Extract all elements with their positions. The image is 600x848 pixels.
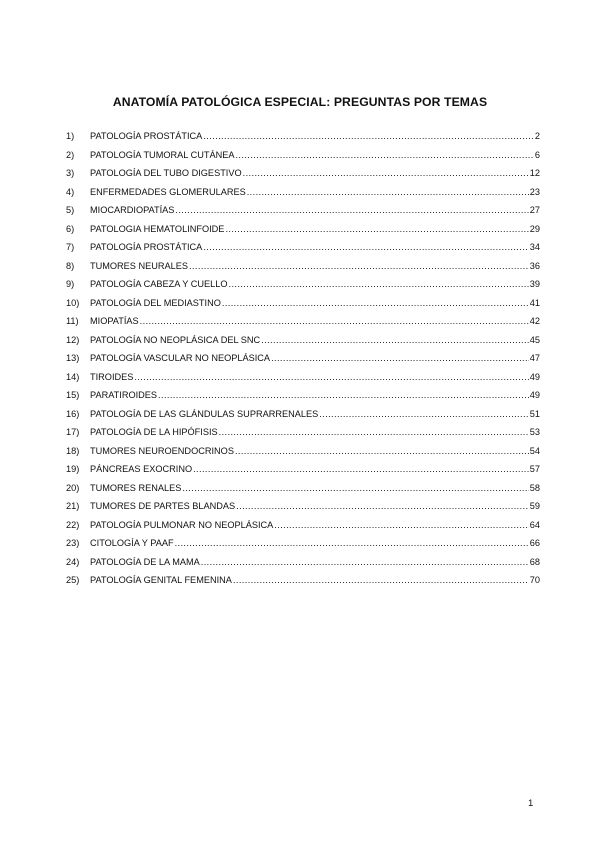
toc-entry-title: PATOLOGÍA DEL MEDIASTINO (90, 297, 221, 308)
toc-entry-number: 10) (66, 297, 80, 308)
toc-entry-title: PATOLOGÍA GENITAL FEMENINA (90, 575, 232, 585)
toc-entry-number: 21) (66, 501, 80, 511)
toc-entry-page: 23 (529, 186, 540, 197)
toc-dot-leader (203, 129, 534, 143)
toc-entry-title: PATOLOGÍA PULMONAR NO NEOPLÁSICA (90, 519, 274, 530)
toc-entry-title: PATOLOGÍA DE LA MAMA (90, 556, 200, 567)
toc-dot-leader (182, 481, 528, 495)
toc-entry[interactable] (66, 166, 540, 185)
toc-entry-number: 5) (66, 205, 75, 215)
toc-dot-leader (201, 555, 529, 569)
toc-entry-title: PATOLOGÍA DE LAS GLÁNDULAS SUPRARRENALES (90, 408, 319, 419)
toc-entry-number: 14) (66, 371, 80, 382)
toc-dot-leader (236, 499, 529, 513)
toc-dot-leader (247, 185, 529, 199)
toc-entry-page: 57 (529, 464, 540, 474)
toc-entry-title: PATOLOGÍA CABEZA Y CUELLO (90, 279, 228, 289)
toc-entry[interactable] (66, 333, 540, 352)
toc-entry-page: 51 (529, 408, 540, 419)
toc-entry-number: 19) (66, 464, 80, 474)
toc-entry-number: 6) (66, 223, 75, 234)
toc-entry-page: 2 (534, 131, 540, 141)
toc-entry[interactable] (66, 499, 540, 518)
toc-entry-title: PATOLOGÍA VASCULAR NO NEOPLÁSICA (90, 353, 271, 363)
toc-entry-title: TUMORES NEURALES (90, 260, 189, 271)
toc-dot-leader (175, 203, 528, 217)
toc-dot-leader (219, 425, 529, 439)
toc-entry-number: 2) (66, 149, 75, 160)
toc-entry[interactable] (66, 185, 540, 204)
toc-entry-number: 15) (66, 390, 80, 400)
toc-entry-title: TUMORES NEUROENDOCRINOS (90, 445, 234, 456)
toc-entry[interactable] (66, 148, 540, 167)
toc-entry[interactable] (66, 277, 540, 296)
toc-entry-page: 42 (529, 316, 540, 326)
toc-entry-page: 58 (529, 482, 540, 493)
toc-dot-leader (158, 388, 529, 402)
toc-entry-page: 36 (529, 260, 540, 271)
toc-entry-page: 29 (529, 223, 540, 234)
toc-entry-title: MIOCARDIOPATÍAS (90, 205, 175, 215)
toc-entry-number: 9) (66, 279, 75, 289)
toc-entry[interactable] (66, 388, 540, 407)
toc-entry-number: 12) (66, 334, 80, 345)
table-of-contents (66, 129, 540, 592)
toc-entry-number: 7) (66, 242, 75, 252)
toc-dot-leader (235, 444, 529, 458)
toc-entry-title: PATOLOGÍA DEL TUBO DIGESTIVO (90, 168, 242, 178)
toc-entry-page: 66 (529, 538, 540, 548)
toc-entry[interactable] (66, 462, 540, 481)
toc-dot-leader (189, 259, 529, 273)
toc-entry-page: 53 (529, 427, 540, 437)
toc-entry-page: 54 (529, 445, 540, 456)
toc-entry[interactable] (66, 370, 540, 389)
toc-dot-leader (225, 222, 528, 236)
toc-entry[interactable] (66, 314, 540, 333)
toc-entry-number: 8) (66, 260, 75, 271)
toc-entry-title: PATOLOGÍA DE LA HIPÓFISIS (90, 427, 218, 437)
toc-entry-title: TIROIDES (90, 371, 134, 382)
toc-entry-number: 23) (66, 538, 80, 548)
toc-entry-title: PÁNCREAS EXOCRINO (90, 464, 193, 474)
toc-entry-page: 49 (529, 371, 540, 382)
toc-entry-title: PATOLOGÍA PROSTÁTICA (90, 131, 203, 141)
toc-entry-page: 27 (529, 205, 540, 215)
toc-entry-title: PATOLOGIA HEMATOLINFOIDE (90, 223, 225, 234)
toc-entry-page: 70 (529, 575, 540, 585)
toc-entry-page: 12 (529, 168, 540, 178)
toc-dot-leader (222, 296, 529, 310)
toc-dot-leader (319, 407, 529, 421)
toc-dot-leader (229, 277, 529, 291)
toc-entry-page: 6 (534, 149, 540, 160)
toc-dot-leader (140, 314, 529, 328)
toc-entry-number: 4) (66, 186, 75, 197)
toc-entry-number: 24) (66, 556, 80, 567)
toc-entry-title: ENFERMEDADES GLOMERULARES (90, 186, 246, 197)
toc-entry[interactable] (66, 481, 540, 500)
toc-entry-title: TUMORES DE PARTES BLANDAS (90, 501, 236, 511)
toc-entry[interactable] (66, 573, 540, 592)
toc-dot-leader (271, 351, 529, 365)
toc-dot-leader (261, 333, 529, 347)
toc-entry[interactable] (66, 203, 540, 222)
toc-entry-title: MIOPATÍAS (90, 316, 139, 326)
toc-entry[interactable] (66, 222, 540, 241)
toc-entry-number: 17) (66, 427, 80, 437)
toc-entry-number: 13) (66, 353, 80, 363)
toc-dot-leader (235, 148, 533, 162)
document-title: ANATOMÍA PATOLÓGICA ESPECIAL: PREGUNTAS POR TEMAS (112, 95, 488, 109)
toc-entry-number: 22) (66, 519, 80, 530)
toc-entry-title: CITOLOGÍA Y PAAF (90, 538, 174, 548)
toc-dot-leader (193, 462, 529, 476)
toc-entry[interactable] (66, 407, 540, 426)
toc-entry-number: 1) (66, 131, 75, 141)
toc-entry-title: PATOLOGÍA NO NEOPLÁSICA DEL SNC (90, 334, 261, 345)
toc-dot-leader (134, 370, 528, 384)
toc-entry-number: 18) (66, 445, 80, 456)
toc-entry[interactable] (66, 129, 540, 148)
toc-entry-page: 49 (529, 390, 540, 400)
toc-entry-page: 34 (529, 242, 540, 252)
toc-entry[interactable] (66, 425, 540, 444)
toc-entry-title: PATOLOGÍA PROSTÁTICA (90, 242, 203, 252)
toc-entry-title: PATOLOGÍA TUMORAL CUTÁNEA (90, 149, 235, 160)
toc-entry-page: 59 (529, 501, 540, 511)
toc-dot-leader (175, 536, 529, 550)
toc-entry-number: 25) (66, 575, 80, 585)
toc-dot-leader (243, 166, 529, 180)
toc-entry[interactable] (66, 555, 540, 574)
toc-entry[interactable] (66, 259, 540, 278)
toc-entry[interactable] (66, 240, 540, 259)
toc-entry-number: 3) (66, 168, 75, 178)
page-number: 1 (528, 798, 534, 809)
toc-dot-leader (203, 240, 528, 254)
toc-entry[interactable] (66, 296, 540, 315)
toc-entry-page: 64 (529, 519, 540, 530)
toc-entry-page: 39 (529, 279, 540, 289)
toc-entry-page: 68 (529, 556, 540, 567)
toc-entry-title: PARATIROIDES (90, 390, 158, 400)
toc-entry[interactable] (66, 444, 540, 463)
toc-entry-page: 41 (529, 297, 540, 308)
toc-dot-leader (233, 573, 529, 587)
toc-entry-page: 45 (529, 334, 540, 345)
toc-entry-number: 20) (66, 482, 80, 493)
toc-entry-number: 11) (66, 316, 79, 326)
toc-entry-number: 16) (66, 408, 80, 419)
toc-entry-title: TUMORES RENALES (90, 482, 182, 493)
toc-entry-page: 47 (529, 353, 540, 363)
toc-entry[interactable] (66, 351, 540, 370)
toc-entry[interactable] (66, 536, 540, 555)
toc-entry[interactable] (66, 518, 540, 537)
toc-dot-leader (274, 518, 528, 532)
